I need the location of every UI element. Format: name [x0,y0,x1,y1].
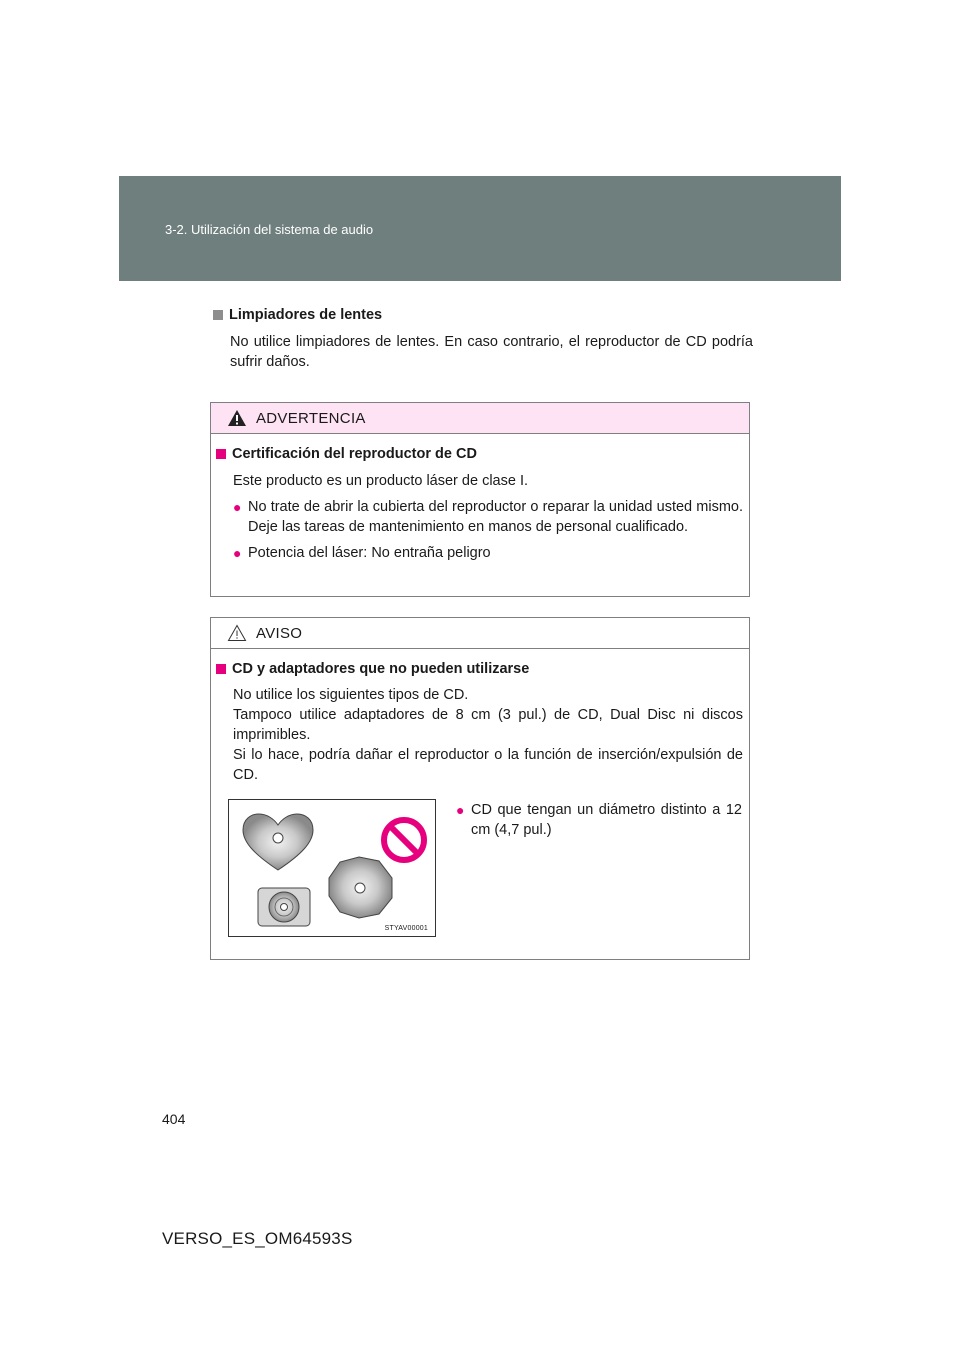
list-item [233,497,743,537]
warning-triangle-icon [227,409,247,427]
list-item [456,800,742,840]
notice-heading-text: CD y adaptadores que no pueden utilizarse [232,661,530,677]
warning-heading-text: Certificación del reproductor de CD [232,446,477,462]
notice-line: No utilice los siguientes tipos de CD. [233,687,469,703]
circle-bullet-icon: ● [233,499,242,515]
square-bullet-icon [216,449,226,459]
section-title: 3-2. Utilización del sistema de audio [165,222,374,237]
notice-line: Tampoco utilice adaptadores de 8 cm (3 pul.) de CD, Dual Disc ni discos imprimibles. [233,707,743,743]
figure-code: STYAV00001 [384,925,428,932]
warning-intro: Este producto es un producto láser de clase I. [233,473,529,489]
caution-triangle-outline-icon [227,624,247,642]
circle-bullet-icon: ● [456,802,465,818]
lens-cleaner-text: No utilice limpiadores de lentes. En caso contrario, el reproductor de CD podría sufrir daños. [230,334,753,370]
notice-box [210,617,750,960]
figure-bullet-text: CD que tengan un diámetro distinto a 12 cm (4,7 pul.) [471,802,742,838]
warning-bullet-text: Potencia del láser: No entraña peligro [248,545,491,561]
lens-cleaner-heading-text: Limpiadores de lentes [229,307,383,323]
notice-line: Si lo hace, podría dañar el reproductor o la función de inserción/expulsión de CD. [233,747,743,783]
lens-cleaner-section [213,307,753,372]
figure-bullet [456,794,742,840]
prohibited-icon [384,820,424,860]
notice-box-header [211,618,749,649]
warning-bullet-text: No trate de abrir la cubierta del reproductor o reparar la unidad usted mismo. Deje las tareas de mantenimiento en manos de personal cualificado. [248,499,743,535]
page-number: 404 [162,1111,186,1127]
header-band [119,176,841,281]
lens-cleaner-heading [213,307,753,323]
list-item [233,543,743,563]
notice-box-body [211,649,749,785]
warning-box-body [211,434,749,563]
square-bullet-icon [216,664,226,674]
circle-bullet-icon: ● [233,545,242,561]
document-code: VERSO_ES_OM64593S [162,1229,353,1248]
warning-box [210,402,750,597]
unusable-cd-drawing [229,800,435,936]
square-bullet-icon [213,310,223,320]
warning-heading [216,446,743,462]
warning-box-header [211,403,749,434]
notice-text [233,685,743,785]
warning-title: ADVERTENCIA [256,409,366,427]
notice-heading [216,661,743,677]
cd-illustration [228,799,436,937]
notice-title: AVISO [256,624,303,642]
